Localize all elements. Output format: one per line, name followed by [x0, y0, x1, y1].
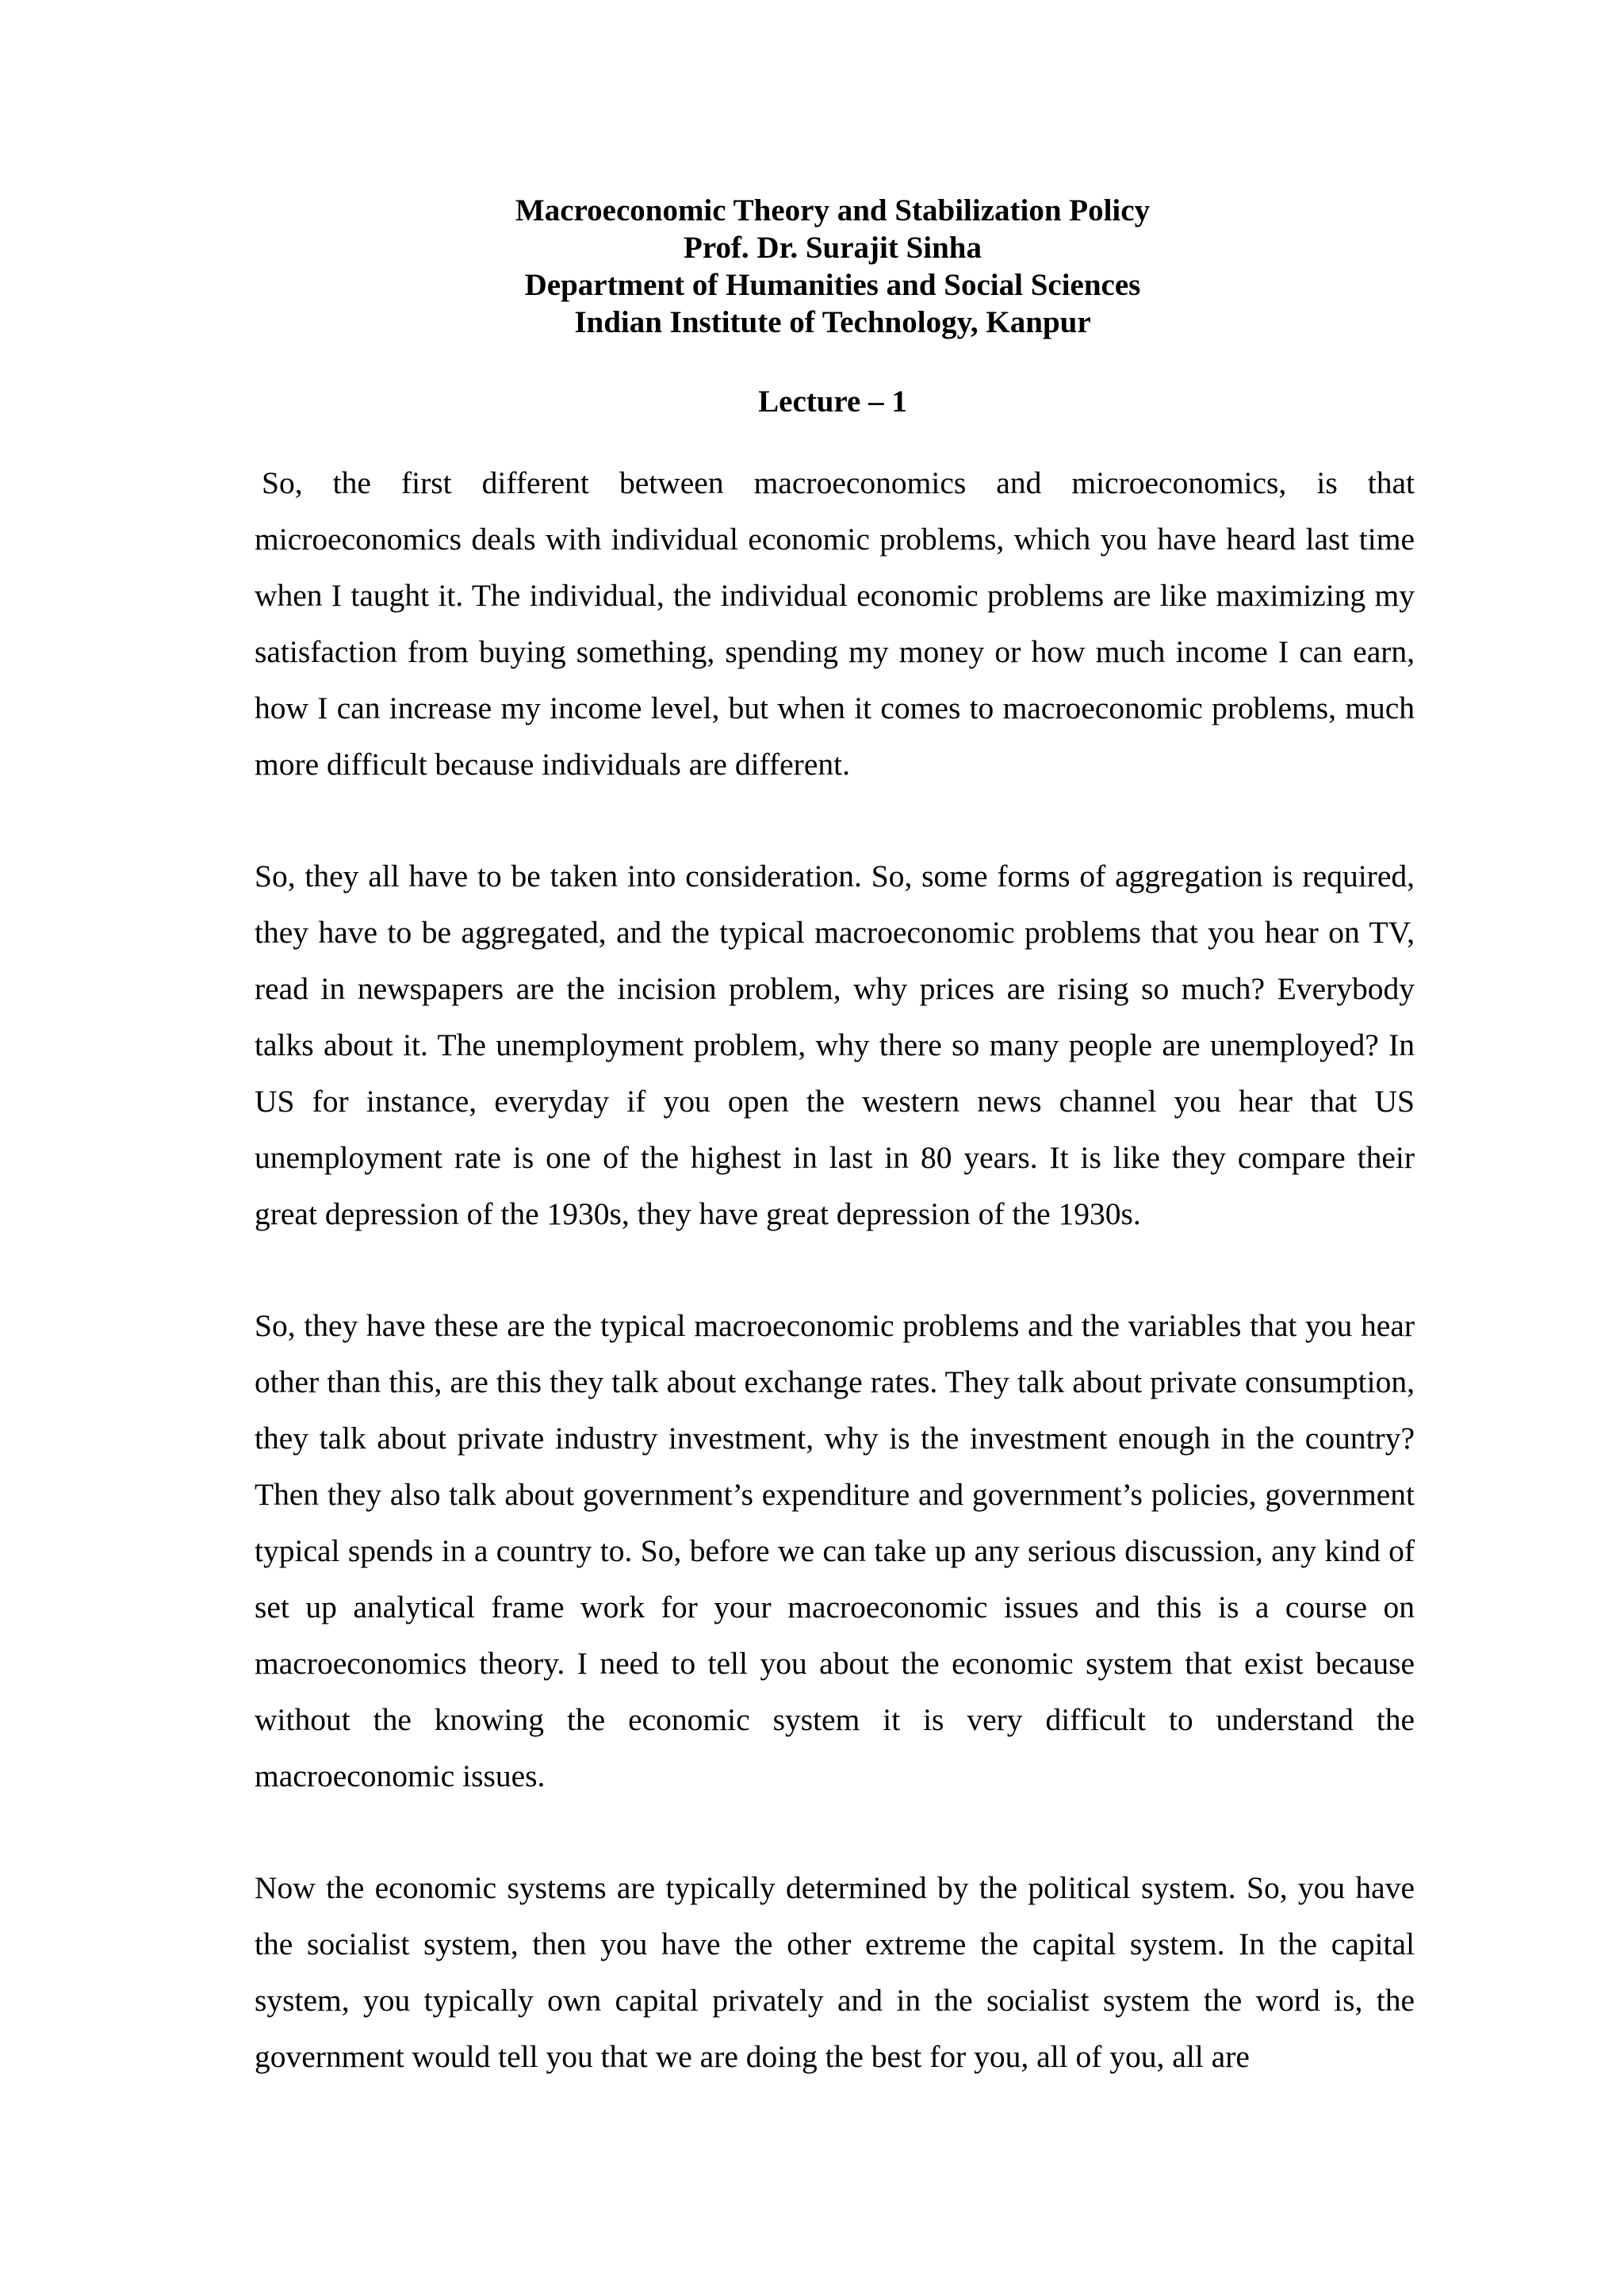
- transcript-body: [255, 455, 1415, 2141]
- paragraph: Now the economic systems are typically determined by the political system. So, you have the socialist system, then you have the other extreme the capital system. In the capital system, you typically own capital privately and in the socialist system the word is, the government would tell you that we are doing the best for you, all of you, all are: [255, 1870, 1415, 2074]
- paragraph: So, the first different between macroeconomics and microeconomics, is that microeconomics deals with individual economic problems, which you have heard last time when I taught it. The individual, the individual economic problems are like maximizing my satisfaction from buying something, spending my money or how much income I can earn, how I can increase my income level, but when it comes to macroeconomic problems, much more difficult because individuals are different.: [255, 465, 1415, 782]
- document-header: [0, 192, 1624, 341]
- paragraph: So, they have these are the typical macroeconomic problems and the variables that you hear other than this, are this they talk about exchange rates. They talk about private consumption, they talk about private industry investment, why is the investment enough in the country? Then they also talk about government’s expenditure and government’s policies, government typical spends in a country to. So, before we can take up any serious discussion, any kind of set up analytical frame work for your macroeconomic issues and this is a course on macroeconomics theory. I need to tell you about the economic system that exist because without the knowing the economic system it is very difficult to understand the macroeconomic issues.: [255, 1308, 1415, 1793]
- institute-name: Indian Institute of Technology, Kanpur: [574, 305, 1091, 339]
- course-title: Macroeconomic Theory and Stabilization Policy: [515, 193, 1151, 228]
- department-name: Department of Humanities and Social Sciences: [524, 268, 1141, 302]
- instructor-name: Prof. Dr. Surajit Sinha: [684, 231, 982, 265]
- paragraph: So, they all have to be taken into consideration. So, some forms of aggregation is required, they have to be aggregated, and the typical macroeconomic problems that you hear on TV, read in newspapers are the incision problem, why prices are rising so much? Everybody talks about it. The unemployment problem, why there so many people are unemployed? In US for instance, everyday if you open the western news channel you hear that US unemployment rate is one of the highest in last in 80 years. It is like they compare their great depression of the 1930s, they have great depression of the 1930s.: [255, 859, 1415, 1231]
- lecture-heading: Lecture – 1: [758, 385, 907, 419]
